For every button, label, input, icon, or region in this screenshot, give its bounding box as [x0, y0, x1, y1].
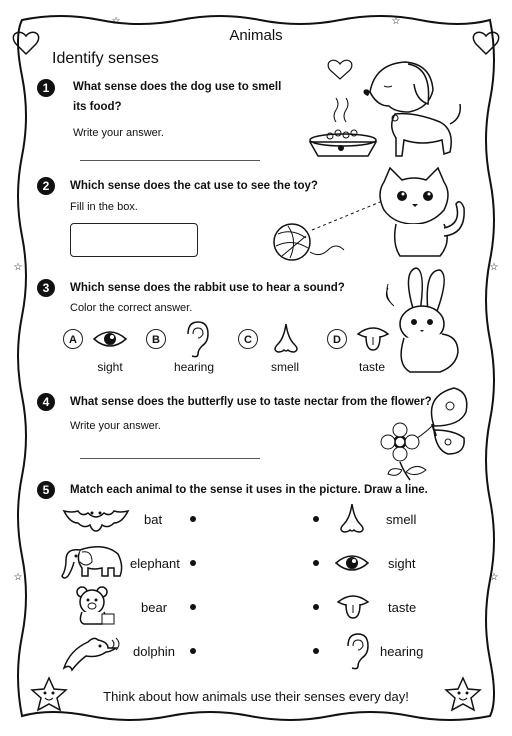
- match-dot-sight[interactable]: [313, 560, 319, 566]
- nose-icon: [338, 502, 366, 534]
- dog-icon: [300, 52, 470, 164]
- match-animal-dolphin: dolphin: [133, 644, 175, 659]
- ear-icon: [182, 320, 208, 356]
- butterfly-icon: [376, 386, 476, 482]
- match-animal-bat: bat: [144, 512, 163, 527]
- option-d-label: taste: [358, 360, 385, 374]
- question-1-instruction: Write your answer.: [73, 127, 164, 139]
- svg-text:☆: ☆: [13, 262, 23, 273]
- svg-text:☆: ☆: [111, 16, 121, 27]
- answer-box[interactable]: [70, 223, 198, 257]
- elephant-icon: [60, 544, 124, 582]
- cat-icon: [268, 166, 478, 270]
- question-2-text: Which sense does the cat use to see the toy?: [70, 180, 318, 192]
- option-b-label: hearing: [173, 360, 215, 374]
- question-2-instruction: Fill in the box.: [70, 201, 138, 213]
- question-3-instruction: Color the correct answer.: [70, 302, 193, 314]
- question-number-2: 2: [37, 177, 55, 195]
- question-1-line-1: What sense does the dog use to smell: [73, 81, 282, 93]
- match-dot-bear[interactable]: [190, 604, 196, 610]
- section-title: Identify senses: [52, 50, 159, 67]
- match-dot-dolphin[interactable]: [190, 648, 196, 654]
- tongue-icon: [336, 592, 370, 622]
- match-animal-bear: bear: [141, 600, 168, 615]
- question-1-line-2: its food?: [73, 101, 122, 113]
- match-dot-elephant[interactable]: [190, 560, 196, 566]
- option-c-bubble[interactable]: C: [238, 329, 258, 349]
- bear-icon: [74, 586, 118, 626]
- page-title: Animals: [229, 27, 283, 44]
- option-d-bubble[interactable]: D: [327, 329, 347, 349]
- question-4-instruction: Write your answer.: [70, 420, 161, 432]
- answer-line-4[interactable]: [80, 458, 260, 459]
- svg-text:☆: ☆: [391, 16, 401, 27]
- answer-line-1[interactable]: [80, 160, 260, 161]
- question-4-text: What sense does the butterfly use to taste nectar from the flower?: [70, 396, 432, 408]
- eye-icon: [334, 550, 370, 576]
- match-sense-smell: smell: [386, 512, 417, 527]
- match-dot-smell[interactable]: [313, 516, 319, 522]
- ear-icon: [342, 632, 368, 668]
- match-dot-taste[interactable]: [313, 604, 319, 610]
- question-number-1: 1: [37, 79, 55, 97]
- dolphin-icon: [62, 632, 124, 672]
- svg-text:☆: ☆: [13, 572, 23, 583]
- question-5-text: Match each animal to the sense it uses in the picture. Draw a line.: [70, 484, 428, 496]
- match-dot-hearing[interactable]: [313, 648, 319, 654]
- eye-icon: [92, 326, 128, 352]
- option-b-bubble[interactable]: B: [146, 329, 166, 349]
- match-animal-elephant: elephant: [130, 556, 180, 571]
- svg-text:☆: ☆: [489, 572, 499, 583]
- match-dot-bat[interactable]: [190, 516, 196, 522]
- match-sense-taste: taste: [388, 600, 417, 615]
- option-a-label: sight: [97, 360, 123, 374]
- option-a-bubble[interactable]: A: [63, 329, 83, 349]
- question-number-4: 4: [37, 393, 55, 411]
- match-sense-sight: sight: [388, 556, 416, 571]
- star-icon: [444, 676, 482, 712]
- question-number-5: 5: [37, 481, 55, 499]
- match-sense-hearing: hearing: [380, 644, 424, 659]
- bat-icon: [62, 503, 130, 533]
- footer-message: Think about how animals use their senses every day!: [103, 689, 409, 704]
- svg-text:☆: ☆: [489, 262, 499, 273]
- nose-icon: [272, 322, 300, 354]
- option-c-label: smell: [270, 360, 299, 374]
- rabbit-icon: [384, 266, 468, 376]
- question-3-text: Which sense does the rabbit use to hear a sound?: [70, 282, 345, 294]
- question-number-3: 3: [37, 279, 55, 297]
